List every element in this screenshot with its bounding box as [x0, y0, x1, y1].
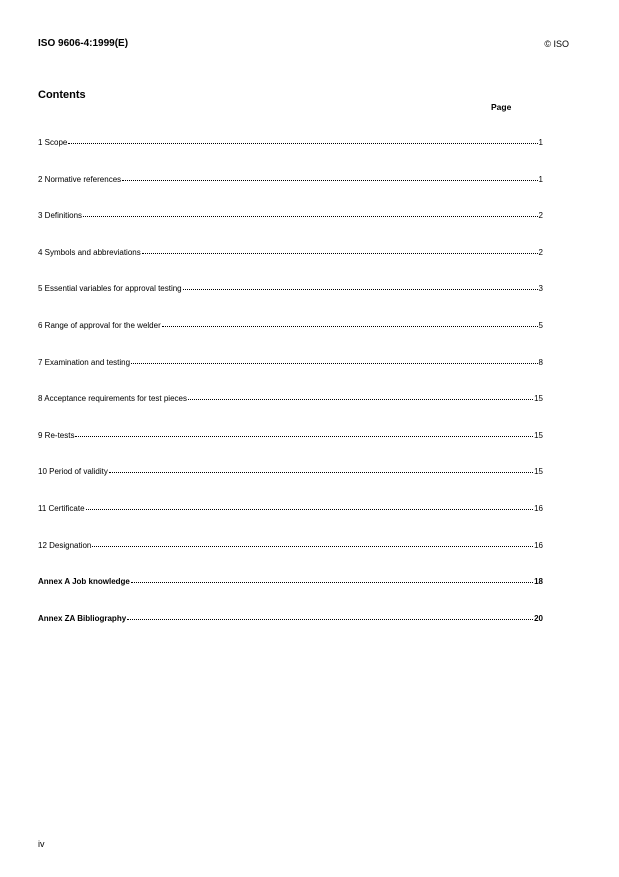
toc-entry-title: 10 Period of validity: [38, 467, 108, 477]
toc-leader-dots: [83, 209, 538, 217]
toc-entry-page: 18: [534, 577, 543, 587]
toc-entry-title: Annex ZA Bibliography: [38, 613, 127, 623]
toc-entry[interactable]: [38, 466, 543, 503]
toc-leader-dots: [109, 465, 533, 473]
toc-entry[interactable]: [38, 430, 543, 467]
toc-leader-dots: [68, 136, 537, 144]
toc-entry[interactable]: [38, 503, 543, 540]
toc-entry-page: 1: [538, 138, 543, 147]
toc-entry-page: 1: [538, 174, 543, 184]
toc-entry-page: 15: [534, 467, 543, 477]
page-column-label: Page: [491, 102, 512, 112]
toc-leader-dots: [122, 173, 537, 181]
toc-entry[interactable]: [38, 137, 543, 174]
toc-entry[interactable]: [38, 320, 543, 357]
page-header-copyright: © ISO: [544, 39, 569, 49]
toc-entry-page: 16: [534, 503, 543, 513]
toc-entry-page: 15: [534, 394, 543, 404]
toc-entry-annex[interactable]: [38, 576, 543, 613]
toc-entry-title: 9 Re-tests: [38, 430, 75, 440]
toc-entry-page: 3: [538, 284, 543, 294]
toc-entry-title: 4 Symbols and abbreviations: [38, 247, 141, 257]
toc-leader-dots: [162, 319, 538, 327]
toc-entry-page: 20: [534, 613, 543, 623]
contents-title: Contents: [38, 89, 86, 101]
toc-entry[interactable]: [38, 247, 543, 284]
toc-entry[interactable]: [38, 393, 543, 430]
toc-entry-title: Annex A Job knowledge: [38, 577, 130, 587]
toc-leader-dots: [188, 392, 533, 400]
toc-leader-dots: [142, 246, 538, 254]
toc-entry[interactable]: [38, 283, 543, 320]
toc-leader-dots: [183, 282, 538, 290]
toc-entry-title: 2 Normative references: [38, 174, 122, 184]
toc-entry[interactable]: [38, 540, 543, 577]
toc-entry-page: 2: [538, 211, 543, 221]
toc-entry-title: 6 Range of approval for the welder: [38, 320, 161, 330]
toc-leader-dots: [75, 429, 533, 437]
toc-entry-title: 8 Acceptance requirements for test pieces: [38, 394, 187, 404]
toc-entry-page: 5: [538, 320, 543, 330]
table-of-contents: [38, 137, 543, 649]
toc-entry-annex[interactable]: [38, 613, 543, 650]
toc-leader-dots: [86, 502, 534, 510]
toc-leader-dots: [131, 575, 533, 583]
toc-entry-page: 2: [538, 247, 543, 257]
toc-entry-title: 11 Certificate: [38, 503, 85, 513]
page-header-standard-id: ISO 9606-4:1999(E): [38, 38, 129, 49]
toc-entry-title: 5 Essential variables for approval testing: [38, 284, 182, 294]
toc-entry-title: 12 Designation: [38, 540, 92, 550]
page-number: iv: [38, 839, 45, 849]
toc-leader-dots: [92, 539, 533, 547]
toc-entry[interactable]: [38, 357, 543, 394]
toc-entry[interactable]: [38, 174, 543, 211]
toc-entry-title: 1 Scope: [38, 138, 68, 147]
toc-leader-dots: [127, 612, 533, 620]
toc-entry-title: 7 Examination and testing: [38, 357, 131, 367]
toc-entry-title: 3 Definitions: [38, 211, 83, 221]
toc-entry[interactable]: [38, 210, 543, 247]
toc-entry-page: 8: [538, 357, 543, 367]
toc-leader-dots: [131, 356, 537, 364]
toc-entry-page: 16: [534, 540, 543, 550]
toc-entry-page: 15: [534, 430, 543, 440]
